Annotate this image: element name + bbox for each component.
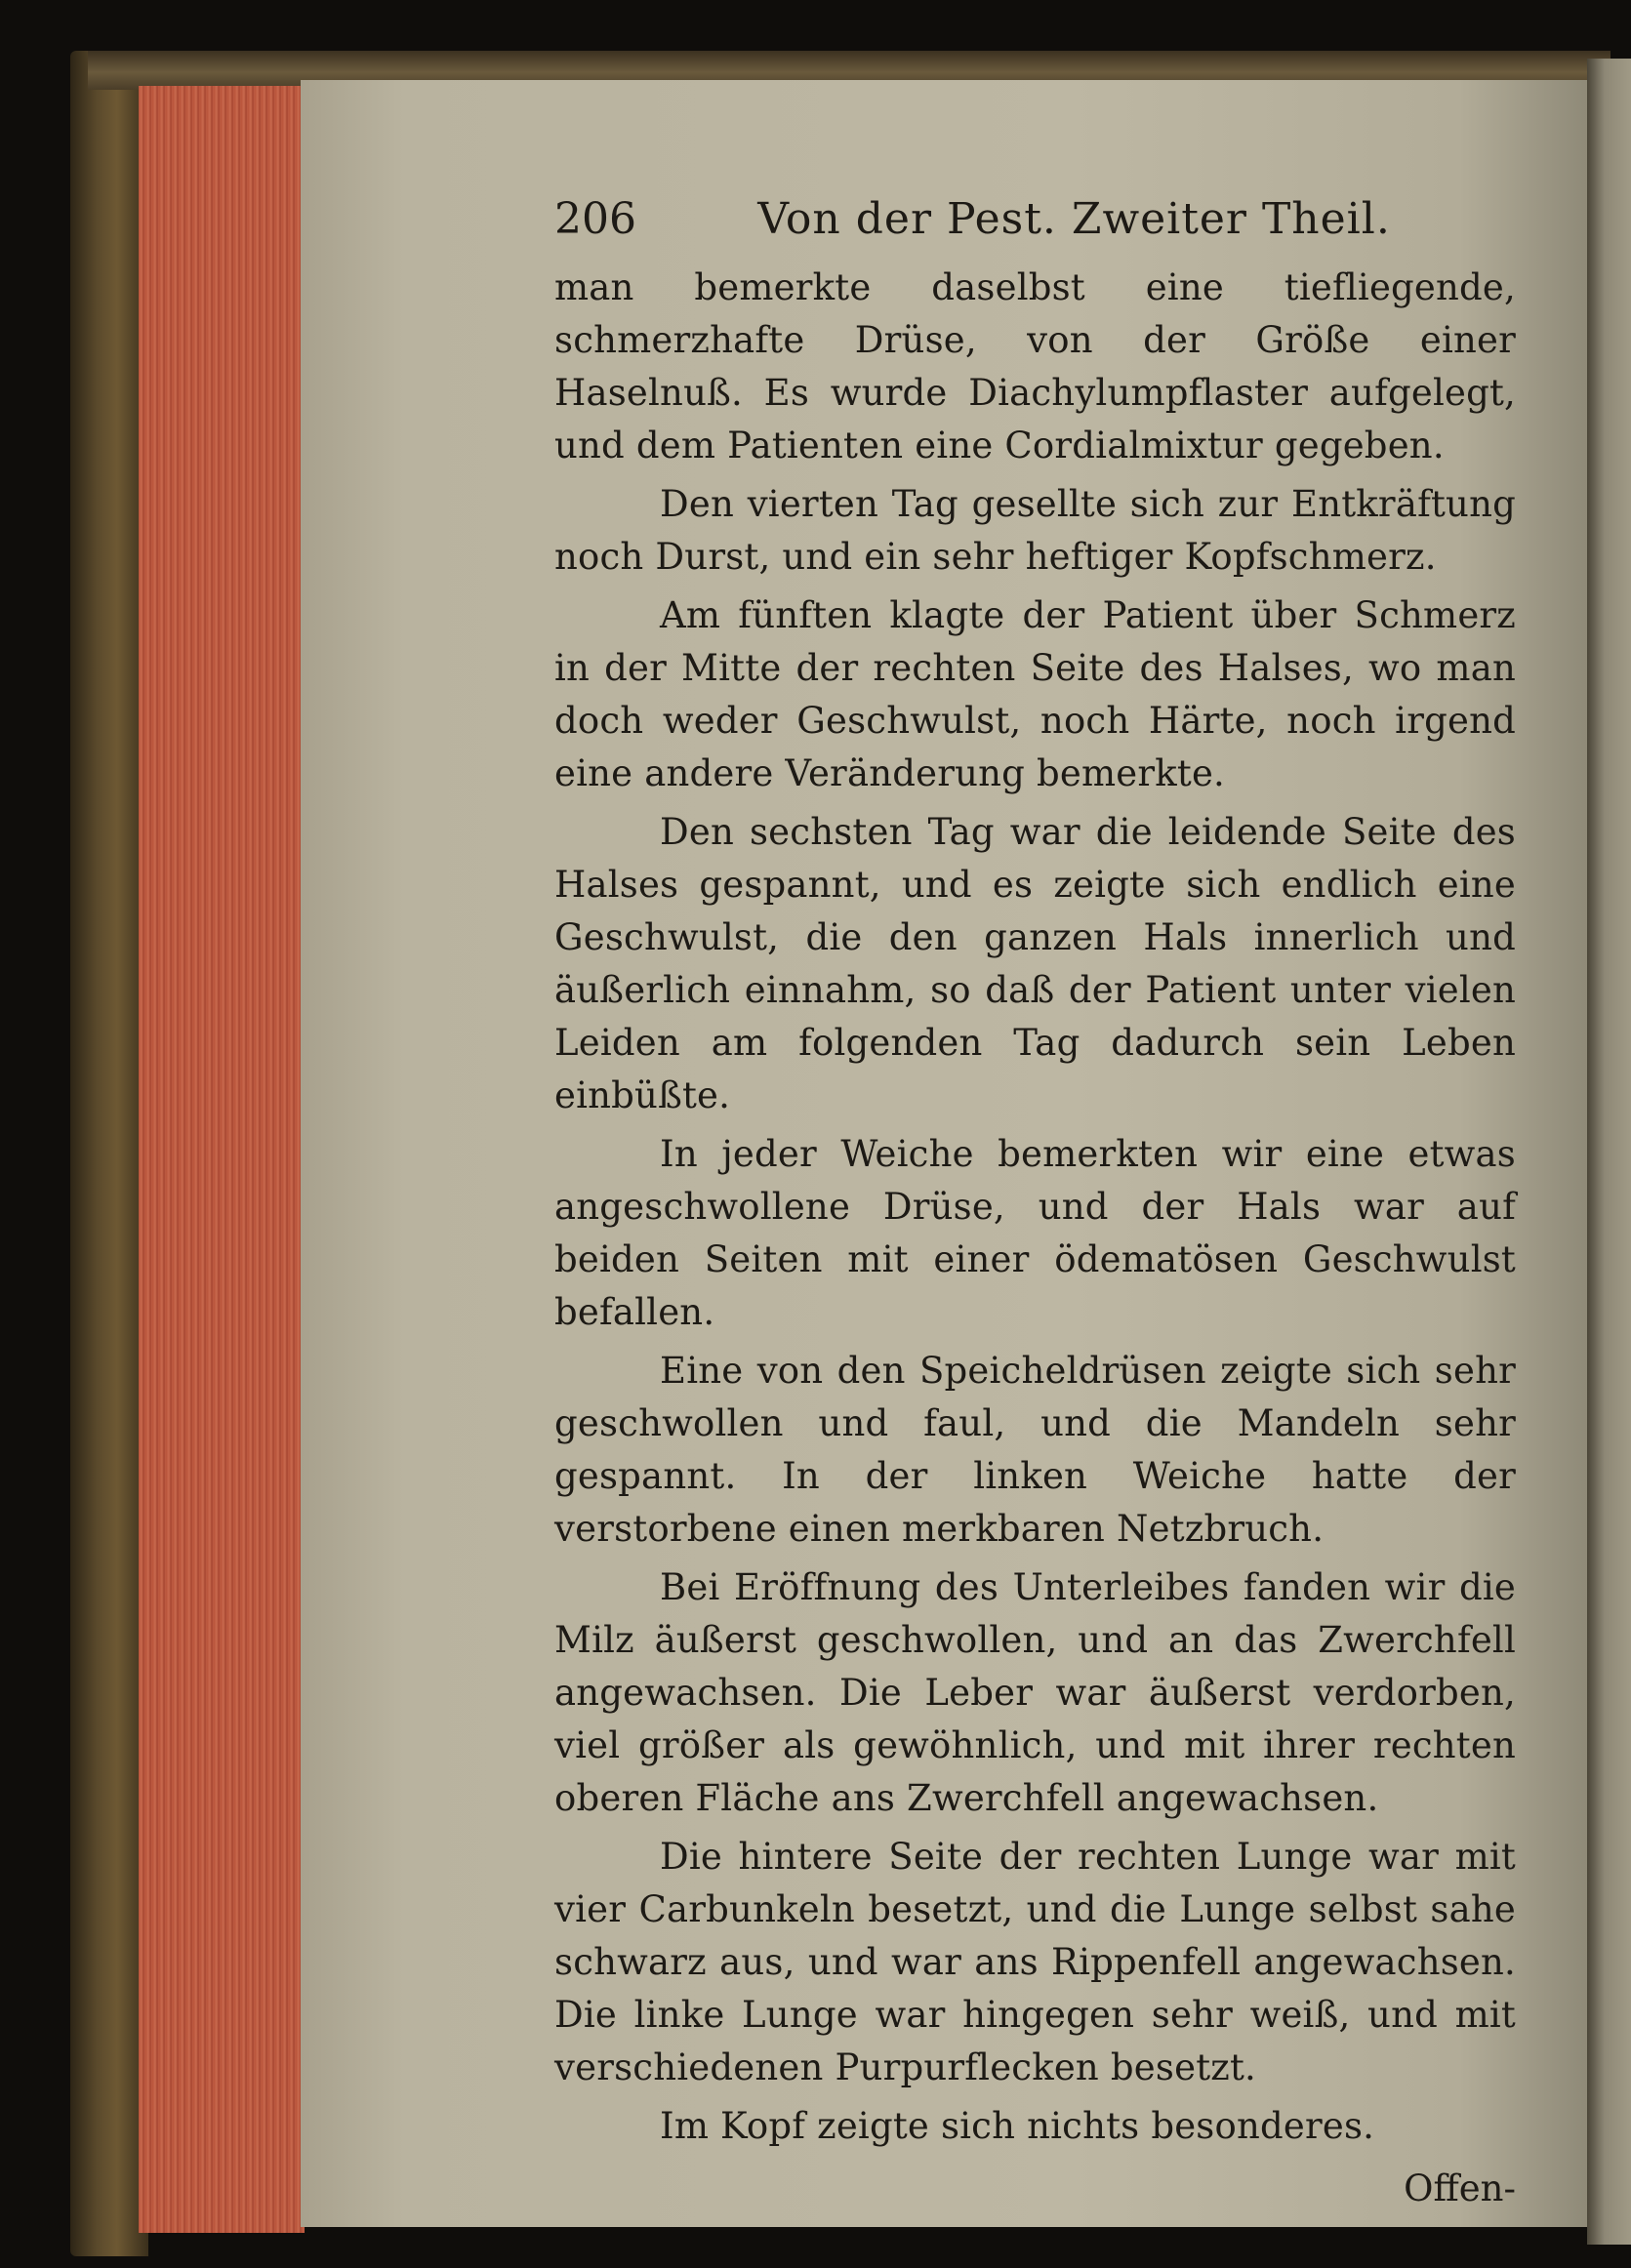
- body-text: [554, 262, 1516, 2153]
- page-text: [554, 185, 1516, 2215]
- book-cover-left: [70, 51, 148, 2256]
- paragraph: Den vierten Tag gesellte sich zur Entkräftung noch Durst, und ein sehr heftiger Kopfschmerz.: [554, 483, 1516, 578]
- paragraph: Die hintere Seite der rechten Lunge war mit vier Carbunkeln besetzt, und die Lunge selbst sahe schwarz aus, und war ans Rippenfell angewachsen. Die linke Lunge war hingegen sehr weiß, und mit verschiedenen Purpurflecken besetzt.: [554, 1836, 1516, 2088]
- paragraph-continuation: man bemerkte daselbst eine tiefliegende, schmerzhafte Drüse, von der Größe einer Haselnuß. Es wurde Diachylumpflaster aufgelegt, und dem Patienten eine Cordialmixtur gegeben.: [554, 266, 1516, 466]
- paragraph: Den sechsten Tag war die leidende Seite des Halses gespannt, und es zeigte sich endlich eine Geschwulst, die den ganzen Hals innerlich und äußerlich einnahm, so daß der Patient unter vielen Leiden am folgenden Tag dadurch sein Leben einbüßte.: [554, 811, 1516, 1116]
- paragraph: Am fünften klagte der Patient über Schmerz in der Mitte der rechten Seite des Halses, wo man doch weder Geschwulst, noch Härte, noch irgend eine andere Veränderung bemerkte.: [554, 594, 1516, 794]
- running-title: Von der Pest. Zweiter Theil.: [757, 194, 1391, 244]
- page-number: 206: [554, 194, 636, 244]
- paragraph: Eine von den Speicheldrüsen zeigte sich sehr geschwollen und faul, und die Mandeln sehr gespannt. In der linken Weiche hatte der verstorbene einen merkbaren Netzbruch.: [554, 1350, 1516, 1550]
- page-header: [554, 185, 1516, 254]
- paragraph: Im Kopf zeigte sich nichts besonderes.: [660, 2105, 1375, 2147]
- facing-page-edge: [1587, 59, 1631, 2245]
- page-edges: [139, 86, 305, 2233]
- paragraph: In jeder Weiche bemerkten wir eine etwas angeschwollene Drüse, und der Hals war auf beiden Seiten mit einer ödematösen Geschwulst befallen.: [554, 1133, 1516, 1333]
- paragraph: Bei Eröffnung des Unterleibes fanden wir die Milz äußerst geschwollen, und an das Zwerchfell angewachsen. Die Leber war äußerst verdorben, viel größer als gewöhnlich, und mit ihrer rechten oberen Fläche ans Zwerchfell angewachsen.: [554, 1566, 1516, 1819]
- catchword: Offen-: [1404, 2167, 1516, 2209]
